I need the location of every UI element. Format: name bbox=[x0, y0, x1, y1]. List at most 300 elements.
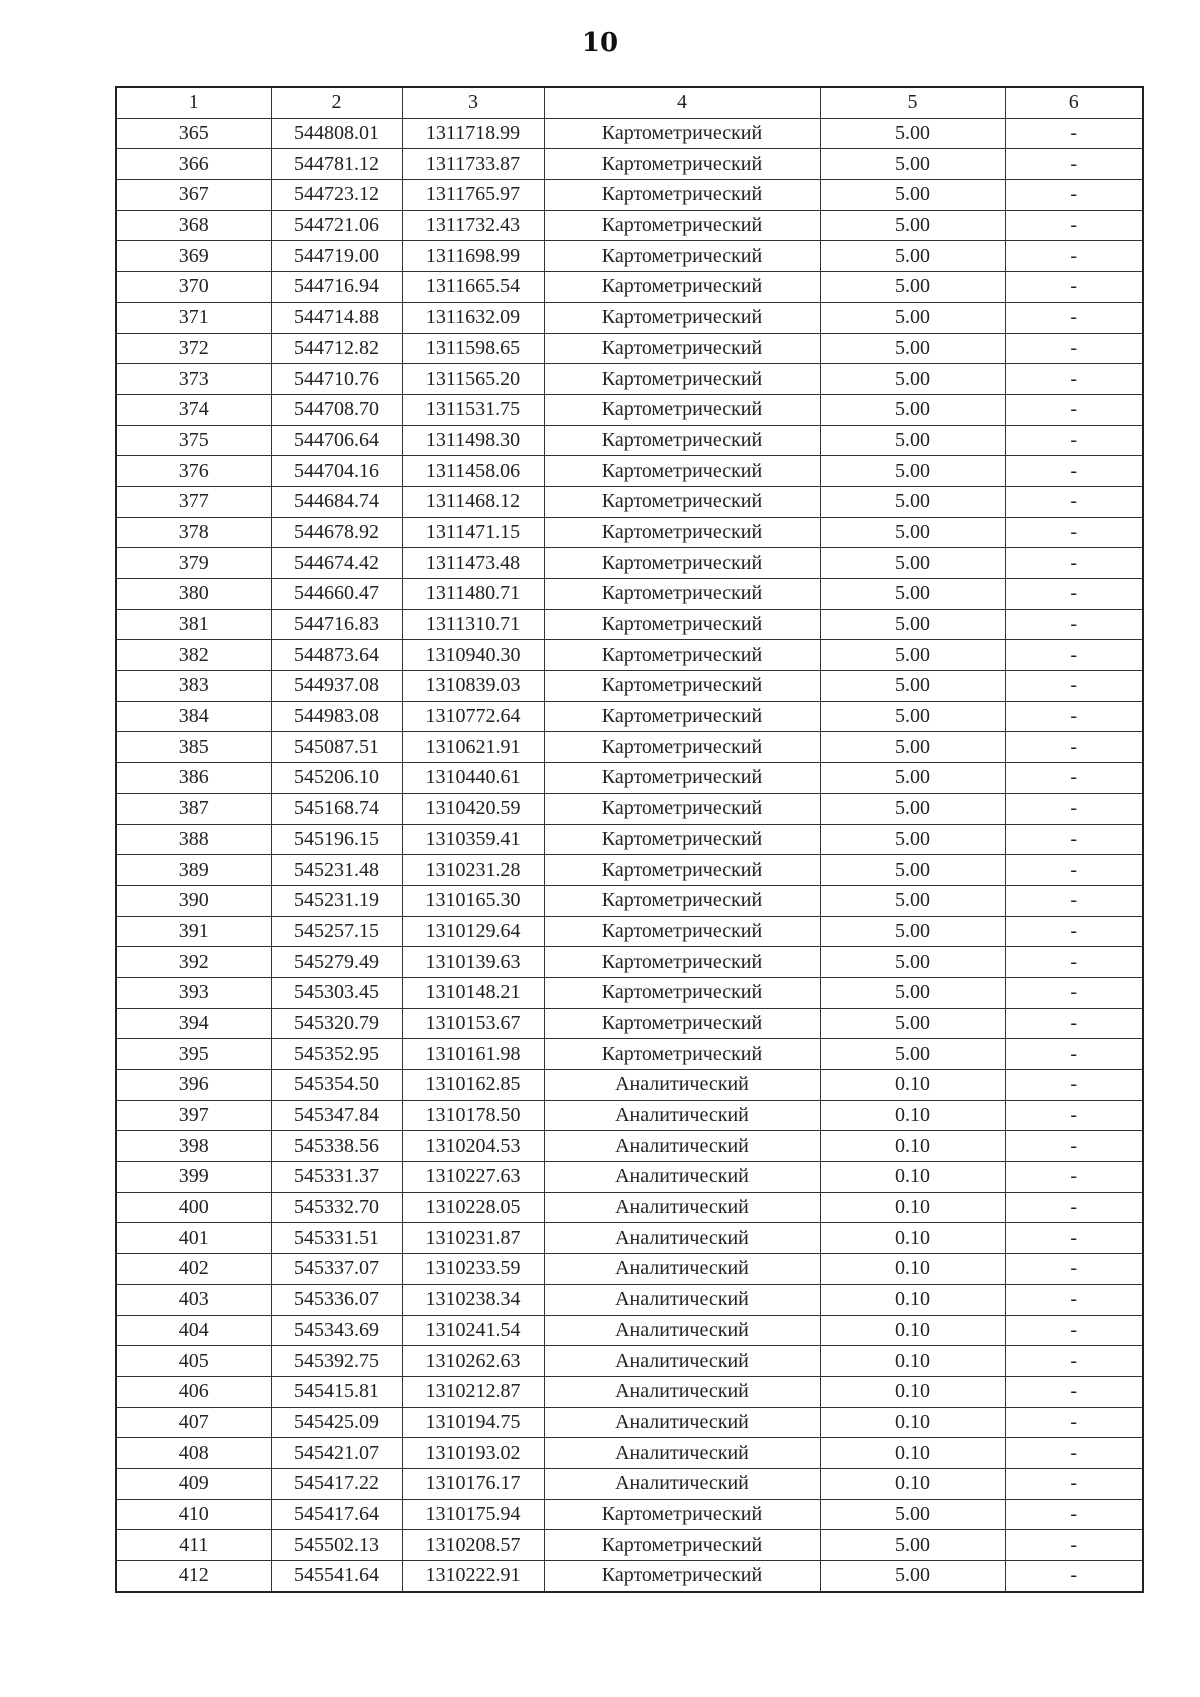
point-number-cell: 407 bbox=[116, 1407, 271, 1438]
table-row bbox=[116, 640, 1143, 671]
x-coordinate-cell: 545257.15 bbox=[271, 916, 402, 947]
y-coordinate-cell: 1310175.94 bbox=[402, 1499, 544, 1530]
accuracy-cell: 0.10 bbox=[820, 1162, 1005, 1193]
point-number-cell: 401 bbox=[116, 1223, 271, 1254]
x-coordinate-cell: 544983.08 bbox=[271, 701, 402, 732]
accuracy-cell: 5.00 bbox=[820, 210, 1005, 241]
point-number-cell: 366 bbox=[116, 149, 271, 180]
table-row bbox=[116, 210, 1143, 241]
y-coordinate-cell: 1311733.87 bbox=[402, 149, 544, 180]
method-cell: Картометрический bbox=[544, 763, 820, 794]
accuracy-cell: 5.00 bbox=[820, 885, 1005, 916]
y-coordinate-cell: 1310772.64 bbox=[402, 701, 544, 732]
accuracy-cell: 5.00 bbox=[820, 149, 1005, 180]
note-cell: - bbox=[1005, 1100, 1143, 1131]
table-row bbox=[116, 824, 1143, 855]
x-coordinate-cell: 544674.42 bbox=[271, 548, 402, 579]
table-row bbox=[116, 1561, 1143, 1592]
table-row bbox=[116, 456, 1143, 487]
y-coordinate-cell: 1310228.05 bbox=[402, 1192, 544, 1223]
note-cell: - bbox=[1005, 272, 1143, 303]
table-row bbox=[116, 118, 1143, 149]
point-number-cell: 377 bbox=[116, 486, 271, 517]
note-cell: - bbox=[1005, 486, 1143, 517]
accuracy-cell: 5.00 bbox=[820, 1530, 1005, 1561]
point-number-cell: 374 bbox=[116, 394, 271, 425]
note-cell: - bbox=[1005, 1376, 1143, 1407]
note-cell: - bbox=[1005, 1561, 1143, 1592]
method-cell: Аналитический bbox=[544, 1100, 820, 1131]
column-header: 4 bbox=[544, 87, 820, 118]
table-row bbox=[116, 1284, 1143, 1315]
y-coordinate-cell: 1310440.61 bbox=[402, 763, 544, 794]
accuracy-cell: 5.00 bbox=[820, 548, 1005, 579]
method-cell: Картометрический bbox=[544, 916, 820, 947]
accuracy-cell: 5.00 bbox=[820, 1561, 1005, 1592]
point-number-cell: 387 bbox=[116, 793, 271, 824]
accuracy-cell: 0.10 bbox=[820, 1223, 1005, 1254]
y-coordinate-cell: 1310193.02 bbox=[402, 1438, 544, 1469]
accuracy-cell: 5.00 bbox=[820, 977, 1005, 1008]
point-number-cell: 389 bbox=[116, 855, 271, 886]
method-cell: Аналитический bbox=[544, 1131, 820, 1162]
table-row bbox=[116, 732, 1143, 763]
method-cell: Аналитический bbox=[544, 1438, 820, 1469]
note-cell: - bbox=[1005, 1438, 1143, 1469]
method-cell: Аналитический bbox=[544, 1192, 820, 1223]
y-coordinate-cell: 1310178.50 bbox=[402, 1100, 544, 1131]
table-row bbox=[116, 364, 1143, 395]
method-cell: Картометрический bbox=[544, 824, 820, 855]
note-cell: - bbox=[1005, 1131, 1143, 1162]
method-cell: Картометрический bbox=[544, 394, 820, 425]
method-cell: Картометрический bbox=[544, 1008, 820, 1039]
point-number-cell: 412 bbox=[116, 1561, 271, 1592]
method-cell: Картометрический bbox=[544, 609, 820, 640]
table-row bbox=[116, 333, 1143, 364]
point-number-cell: 397 bbox=[116, 1100, 271, 1131]
point-number-cell: 379 bbox=[116, 548, 271, 579]
table-row bbox=[116, 548, 1143, 579]
point-number-cell: 388 bbox=[116, 824, 271, 855]
method-cell: Картометрический bbox=[544, 579, 820, 610]
coordinates-table bbox=[115, 86, 1144, 1593]
table-row bbox=[116, 1407, 1143, 1438]
note-cell: - bbox=[1005, 180, 1143, 211]
x-coordinate-cell: 545332.70 bbox=[271, 1192, 402, 1223]
method-cell: Картометрический bbox=[544, 364, 820, 395]
method-cell: Картометрический bbox=[544, 548, 820, 579]
method-cell: Картометрический bbox=[544, 149, 820, 180]
point-number-cell: 385 bbox=[116, 732, 271, 763]
accuracy-cell: 0.10 bbox=[820, 1468, 1005, 1499]
accuracy-cell: 0.10 bbox=[820, 1376, 1005, 1407]
point-number-cell: 392 bbox=[116, 947, 271, 978]
table-row bbox=[116, 1162, 1143, 1193]
x-coordinate-cell: 544716.94 bbox=[271, 272, 402, 303]
point-number-cell: 393 bbox=[116, 977, 271, 1008]
accuracy-cell: 5.00 bbox=[820, 640, 1005, 671]
table-row bbox=[116, 1100, 1143, 1131]
method-cell: Картометрический bbox=[544, 1561, 820, 1592]
y-coordinate-cell: 1310161.98 bbox=[402, 1039, 544, 1070]
table-row bbox=[116, 272, 1143, 303]
x-coordinate-cell: 545337.07 bbox=[271, 1254, 402, 1285]
accuracy-cell: 5.00 bbox=[820, 855, 1005, 886]
point-number-cell: 370 bbox=[116, 272, 271, 303]
x-coordinate-cell: 544708.70 bbox=[271, 394, 402, 425]
table-row bbox=[116, 885, 1143, 916]
page-number: 10 bbox=[581, 28, 619, 58]
accuracy-cell: 5.00 bbox=[820, 272, 1005, 303]
y-coordinate-cell: 1310148.21 bbox=[402, 977, 544, 1008]
method-cell: Картометрический bbox=[544, 640, 820, 671]
y-coordinate-cell: 1311598.65 bbox=[402, 333, 544, 364]
accuracy-cell: 5.00 bbox=[820, 118, 1005, 149]
x-coordinate-cell: 545196.15 bbox=[271, 824, 402, 855]
point-number-cell: 380 bbox=[116, 579, 271, 610]
column-header: 1 bbox=[116, 87, 271, 118]
x-coordinate-cell: 544808.01 bbox=[271, 118, 402, 149]
y-coordinate-cell: 1311665.54 bbox=[402, 272, 544, 303]
x-coordinate-cell: 545392.75 bbox=[271, 1346, 402, 1377]
note-cell: - bbox=[1005, 1070, 1143, 1101]
method-cell: Картометрический bbox=[544, 977, 820, 1008]
x-coordinate-cell: 545352.95 bbox=[271, 1039, 402, 1070]
point-number-cell: 367 bbox=[116, 180, 271, 211]
table-row bbox=[116, 671, 1143, 702]
accuracy-cell: 0.10 bbox=[820, 1438, 1005, 1469]
point-number-cell: 371 bbox=[116, 302, 271, 333]
table-row bbox=[116, 1346, 1143, 1377]
accuracy-cell: 5.00 bbox=[820, 701, 1005, 732]
method-cell: Аналитический bbox=[544, 1468, 820, 1499]
point-number-cell: 365 bbox=[116, 118, 271, 149]
y-coordinate-cell: 1310420.59 bbox=[402, 793, 544, 824]
table-row bbox=[116, 701, 1143, 732]
x-coordinate-cell: 545087.51 bbox=[271, 732, 402, 763]
x-coordinate-cell: 544719.00 bbox=[271, 241, 402, 272]
table-row bbox=[116, 916, 1143, 947]
table-row bbox=[116, 1376, 1143, 1407]
point-number-cell: 406 bbox=[116, 1376, 271, 1407]
point-number-cell: 384 bbox=[116, 701, 271, 732]
x-coordinate-cell: 545206.10 bbox=[271, 763, 402, 794]
note-cell: - bbox=[1005, 1223, 1143, 1254]
accuracy-cell: 5.00 bbox=[820, 456, 1005, 487]
accuracy-cell: 5.00 bbox=[820, 241, 1005, 272]
x-coordinate-cell: 545541.64 bbox=[271, 1561, 402, 1592]
y-coordinate-cell: 1310204.53 bbox=[402, 1131, 544, 1162]
y-coordinate-cell: 1311718.99 bbox=[402, 118, 544, 149]
note-cell: - bbox=[1005, 793, 1143, 824]
accuracy-cell: 5.00 bbox=[820, 916, 1005, 947]
y-coordinate-cell: 1311498.30 bbox=[402, 425, 544, 456]
method-cell: Картометрический bbox=[544, 1530, 820, 1561]
accuracy-cell: 5.00 bbox=[820, 1499, 1005, 1530]
accuracy-cell: 5.00 bbox=[820, 793, 1005, 824]
point-number-cell: 398 bbox=[116, 1131, 271, 1162]
note-cell: - bbox=[1005, 885, 1143, 916]
y-coordinate-cell: 1311468.12 bbox=[402, 486, 544, 517]
column-header: 3 bbox=[402, 87, 544, 118]
table-row bbox=[116, 302, 1143, 333]
y-coordinate-cell: 1310227.63 bbox=[402, 1162, 544, 1193]
note-cell: - bbox=[1005, 1162, 1143, 1193]
note-cell: - bbox=[1005, 1346, 1143, 1377]
accuracy-cell: 5.00 bbox=[820, 333, 1005, 364]
y-coordinate-cell: 1310139.63 bbox=[402, 947, 544, 978]
point-number-cell: 402 bbox=[116, 1254, 271, 1285]
x-coordinate-cell: 544706.64 bbox=[271, 425, 402, 456]
accuracy-cell: 5.00 bbox=[820, 517, 1005, 548]
x-coordinate-cell: 545415.81 bbox=[271, 1376, 402, 1407]
x-coordinate-cell: 544781.12 bbox=[271, 149, 402, 180]
point-number-cell: 381 bbox=[116, 609, 271, 640]
table-row bbox=[116, 1499, 1143, 1530]
note-cell: - bbox=[1005, 977, 1143, 1008]
y-coordinate-cell: 1310621.91 bbox=[402, 732, 544, 763]
x-coordinate-cell: 545338.56 bbox=[271, 1131, 402, 1162]
note-cell: - bbox=[1005, 1530, 1143, 1561]
x-coordinate-cell: 545231.19 bbox=[271, 885, 402, 916]
table-row bbox=[116, 1438, 1143, 1469]
accuracy-cell: 5.00 bbox=[820, 763, 1005, 794]
point-number-cell: 376 bbox=[116, 456, 271, 487]
method-cell: Аналитический bbox=[544, 1254, 820, 1285]
note-cell: - bbox=[1005, 855, 1143, 886]
x-coordinate-cell: 545417.22 bbox=[271, 1468, 402, 1499]
method-cell: Аналитический bbox=[544, 1223, 820, 1254]
x-coordinate-cell: 544714.88 bbox=[271, 302, 402, 333]
point-number-cell: 411 bbox=[116, 1530, 271, 1561]
point-number-cell: 369 bbox=[116, 241, 271, 272]
y-coordinate-cell: 1310162.85 bbox=[402, 1070, 544, 1101]
note-cell: - bbox=[1005, 548, 1143, 579]
table-row bbox=[116, 579, 1143, 610]
point-number-cell: 394 bbox=[116, 1008, 271, 1039]
note-cell: - bbox=[1005, 149, 1143, 180]
x-coordinate-cell: 545343.69 bbox=[271, 1315, 402, 1346]
accuracy-cell: 0.10 bbox=[820, 1070, 1005, 1101]
point-number-cell: 390 bbox=[116, 885, 271, 916]
method-cell: Аналитический bbox=[544, 1284, 820, 1315]
accuracy-cell: 0.10 bbox=[820, 1407, 1005, 1438]
y-coordinate-cell: 1311480.71 bbox=[402, 579, 544, 610]
y-coordinate-cell: 1310208.57 bbox=[402, 1530, 544, 1561]
note-cell: - bbox=[1005, 425, 1143, 456]
x-coordinate-cell: 544710.76 bbox=[271, 364, 402, 395]
x-coordinate-cell: 544704.16 bbox=[271, 456, 402, 487]
accuracy-cell: 5.00 bbox=[820, 425, 1005, 456]
method-cell: Картометрический bbox=[544, 1499, 820, 1530]
note-cell: - bbox=[1005, 1039, 1143, 1070]
table-body bbox=[116, 118, 1143, 1592]
method-cell: Аналитический bbox=[544, 1376, 820, 1407]
x-coordinate-cell: 545502.13 bbox=[271, 1530, 402, 1561]
y-coordinate-cell: 1310212.87 bbox=[402, 1376, 544, 1407]
x-coordinate-cell: 544721.06 bbox=[271, 210, 402, 241]
method-cell: Картометрический bbox=[544, 947, 820, 978]
y-coordinate-cell: 1310176.17 bbox=[402, 1468, 544, 1499]
method-cell: Картометрический bbox=[544, 855, 820, 886]
point-number-cell: 373 bbox=[116, 364, 271, 395]
note-cell: - bbox=[1005, 210, 1143, 241]
note-cell: - bbox=[1005, 916, 1143, 947]
x-coordinate-cell: 544678.92 bbox=[271, 517, 402, 548]
method-cell: Картометрический bbox=[544, 1039, 820, 1070]
point-number-cell: 372 bbox=[116, 333, 271, 364]
accuracy-cell: 5.00 bbox=[820, 1039, 1005, 1070]
note-cell: - bbox=[1005, 671, 1143, 702]
accuracy-cell: 5.00 bbox=[820, 824, 1005, 855]
note-cell: - bbox=[1005, 118, 1143, 149]
table-row bbox=[116, 1131, 1143, 1162]
y-coordinate-cell: 1311632.09 bbox=[402, 302, 544, 333]
x-coordinate-cell: 545331.37 bbox=[271, 1162, 402, 1193]
note-cell: - bbox=[1005, 517, 1143, 548]
accuracy-cell: 5.00 bbox=[820, 486, 1005, 517]
note-cell: - bbox=[1005, 1499, 1143, 1530]
method-cell: Картометрический bbox=[544, 456, 820, 487]
y-coordinate-cell: 1311458.06 bbox=[402, 456, 544, 487]
note-cell: - bbox=[1005, 302, 1143, 333]
x-coordinate-cell: 545425.09 bbox=[271, 1407, 402, 1438]
note-cell: - bbox=[1005, 732, 1143, 763]
method-cell: Аналитический bbox=[544, 1162, 820, 1193]
accuracy-cell: 0.10 bbox=[820, 1131, 1005, 1162]
note-cell: - bbox=[1005, 579, 1143, 610]
note-cell: - bbox=[1005, 947, 1143, 978]
x-coordinate-cell: 545331.51 bbox=[271, 1223, 402, 1254]
point-number-cell: 378 bbox=[116, 517, 271, 548]
y-coordinate-cell: 1310231.87 bbox=[402, 1223, 544, 1254]
y-coordinate-cell: 1310231.28 bbox=[402, 855, 544, 886]
accuracy-cell: 0.10 bbox=[820, 1346, 1005, 1377]
accuracy-cell: 0.10 bbox=[820, 1254, 1005, 1285]
method-cell: Картометрический bbox=[544, 118, 820, 149]
point-number-cell: 395 bbox=[116, 1039, 271, 1070]
point-number-cell: 404 bbox=[116, 1315, 271, 1346]
y-coordinate-cell: 1311531.75 bbox=[402, 394, 544, 425]
method-cell: Картометрический bbox=[544, 425, 820, 456]
table-header-row bbox=[116, 87, 1143, 118]
method-cell: Картометрический bbox=[544, 517, 820, 548]
y-coordinate-cell: 1310940.30 bbox=[402, 640, 544, 671]
point-number-cell: 399 bbox=[116, 1162, 271, 1193]
note-cell: - bbox=[1005, 456, 1143, 487]
method-cell: Картометрический bbox=[544, 701, 820, 732]
column-header: 2 bbox=[271, 87, 402, 118]
table-row bbox=[116, 1315, 1143, 1346]
table-row bbox=[116, 394, 1143, 425]
note-cell: - bbox=[1005, 701, 1143, 732]
table-row bbox=[116, 1008, 1143, 1039]
accuracy-cell: 5.00 bbox=[820, 394, 1005, 425]
method-cell: Картометрический bbox=[544, 302, 820, 333]
method-cell: Картометрический bbox=[544, 180, 820, 211]
method-cell: Аналитический bbox=[544, 1407, 820, 1438]
accuracy-cell: 0.10 bbox=[820, 1100, 1005, 1131]
point-number-cell: 403 bbox=[116, 1284, 271, 1315]
note-cell: - bbox=[1005, 1315, 1143, 1346]
note-cell: - bbox=[1005, 609, 1143, 640]
table-row bbox=[116, 1530, 1143, 1561]
x-coordinate-cell: 544712.82 bbox=[271, 333, 402, 364]
table-row bbox=[116, 1468, 1143, 1499]
x-coordinate-cell: 545354.50 bbox=[271, 1070, 402, 1101]
method-cell: Аналитический bbox=[544, 1315, 820, 1346]
note-cell: - bbox=[1005, 763, 1143, 794]
method-cell: Аналитический bbox=[544, 1070, 820, 1101]
y-coordinate-cell: 1310241.54 bbox=[402, 1315, 544, 1346]
table-row bbox=[116, 1070, 1143, 1101]
table-row bbox=[116, 763, 1143, 794]
point-number-cell: 368 bbox=[116, 210, 271, 241]
accuracy-cell: 5.00 bbox=[820, 947, 1005, 978]
x-coordinate-cell: 544873.64 bbox=[271, 640, 402, 671]
point-number-cell: 382 bbox=[116, 640, 271, 671]
x-coordinate-cell: 545421.07 bbox=[271, 1438, 402, 1469]
method-cell: Картометрический bbox=[544, 671, 820, 702]
y-coordinate-cell: 1311732.43 bbox=[402, 210, 544, 241]
method-cell: Картометрический bbox=[544, 732, 820, 763]
point-number-cell: 405 bbox=[116, 1346, 271, 1377]
note-cell: - bbox=[1005, 1192, 1143, 1223]
column-header: 6 bbox=[1005, 87, 1143, 118]
accuracy-cell: 0.10 bbox=[820, 1284, 1005, 1315]
x-coordinate-cell: 545347.84 bbox=[271, 1100, 402, 1131]
method-cell: Аналитический bbox=[544, 1346, 820, 1377]
method-cell: Картометрический bbox=[544, 486, 820, 517]
table-row bbox=[116, 947, 1143, 978]
method-cell: Картометрический bbox=[544, 333, 820, 364]
accuracy-cell: 0.10 bbox=[820, 1315, 1005, 1346]
y-coordinate-cell: 1311698.99 bbox=[402, 241, 544, 272]
method-cell: Картометрический bbox=[544, 210, 820, 241]
accuracy-cell: 5.00 bbox=[820, 609, 1005, 640]
method-cell: Картометрический bbox=[544, 793, 820, 824]
x-coordinate-cell: 544723.12 bbox=[271, 180, 402, 211]
accuracy-cell: 5.00 bbox=[820, 180, 1005, 211]
y-coordinate-cell: 1311765.97 bbox=[402, 180, 544, 211]
point-number-cell: 386 bbox=[116, 763, 271, 794]
method-cell: Картометрический bbox=[544, 241, 820, 272]
note-cell: - bbox=[1005, 1407, 1143, 1438]
accuracy-cell: 5.00 bbox=[820, 364, 1005, 395]
table-row bbox=[116, 855, 1143, 886]
table-row bbox=[116, 425, 1143, 456]
y-coordinate-cell: 1310359.41 bbox=[402, 824, 544, 855]
note-cell: - bbox=[1005, 333, 1143, 364]
column-header: 5 bbox=[820, 87, 1005, 118]
y-coordinate-cell: 1310262.63 bbox=[402, 1346, 544, 1377]
note-cell: - bbox=[1005, 241, 1143, 272]
y-coordinate-cell: 1310165.30 bbox=[402, 885, 544, 916]
accuracy-cell: 0.10 bbox=[820, 1192, 1005, 1223]
note-cell: - bbox=[1005, 640, 1143, 671]
x-coordinate-cell: 545303.45 bbox=[271, 977, 402, 1008]
table-row bbox=[116, 149, 1143, 180]
table-row bbox=[116, 1223, 1143, 1254]
table-row bbox=[116, 241, 1143, 272]
note-cell: - bbox=[1005, 1284, 1143, 1315]
table-row bbox=[116, 1254, 1143, 1285]
y-coordinate-cell: 1311471.15 bbox=[402, 517, 544, 548]
note-cell: - bbox=[1005, 1008, 1143, 1039]
x-coordinate-cell: 544660.47 bbox=[271, 579, 402, 610]
accuracy-cell: 5.00 bbox=[820, 671, 1005, 702]
